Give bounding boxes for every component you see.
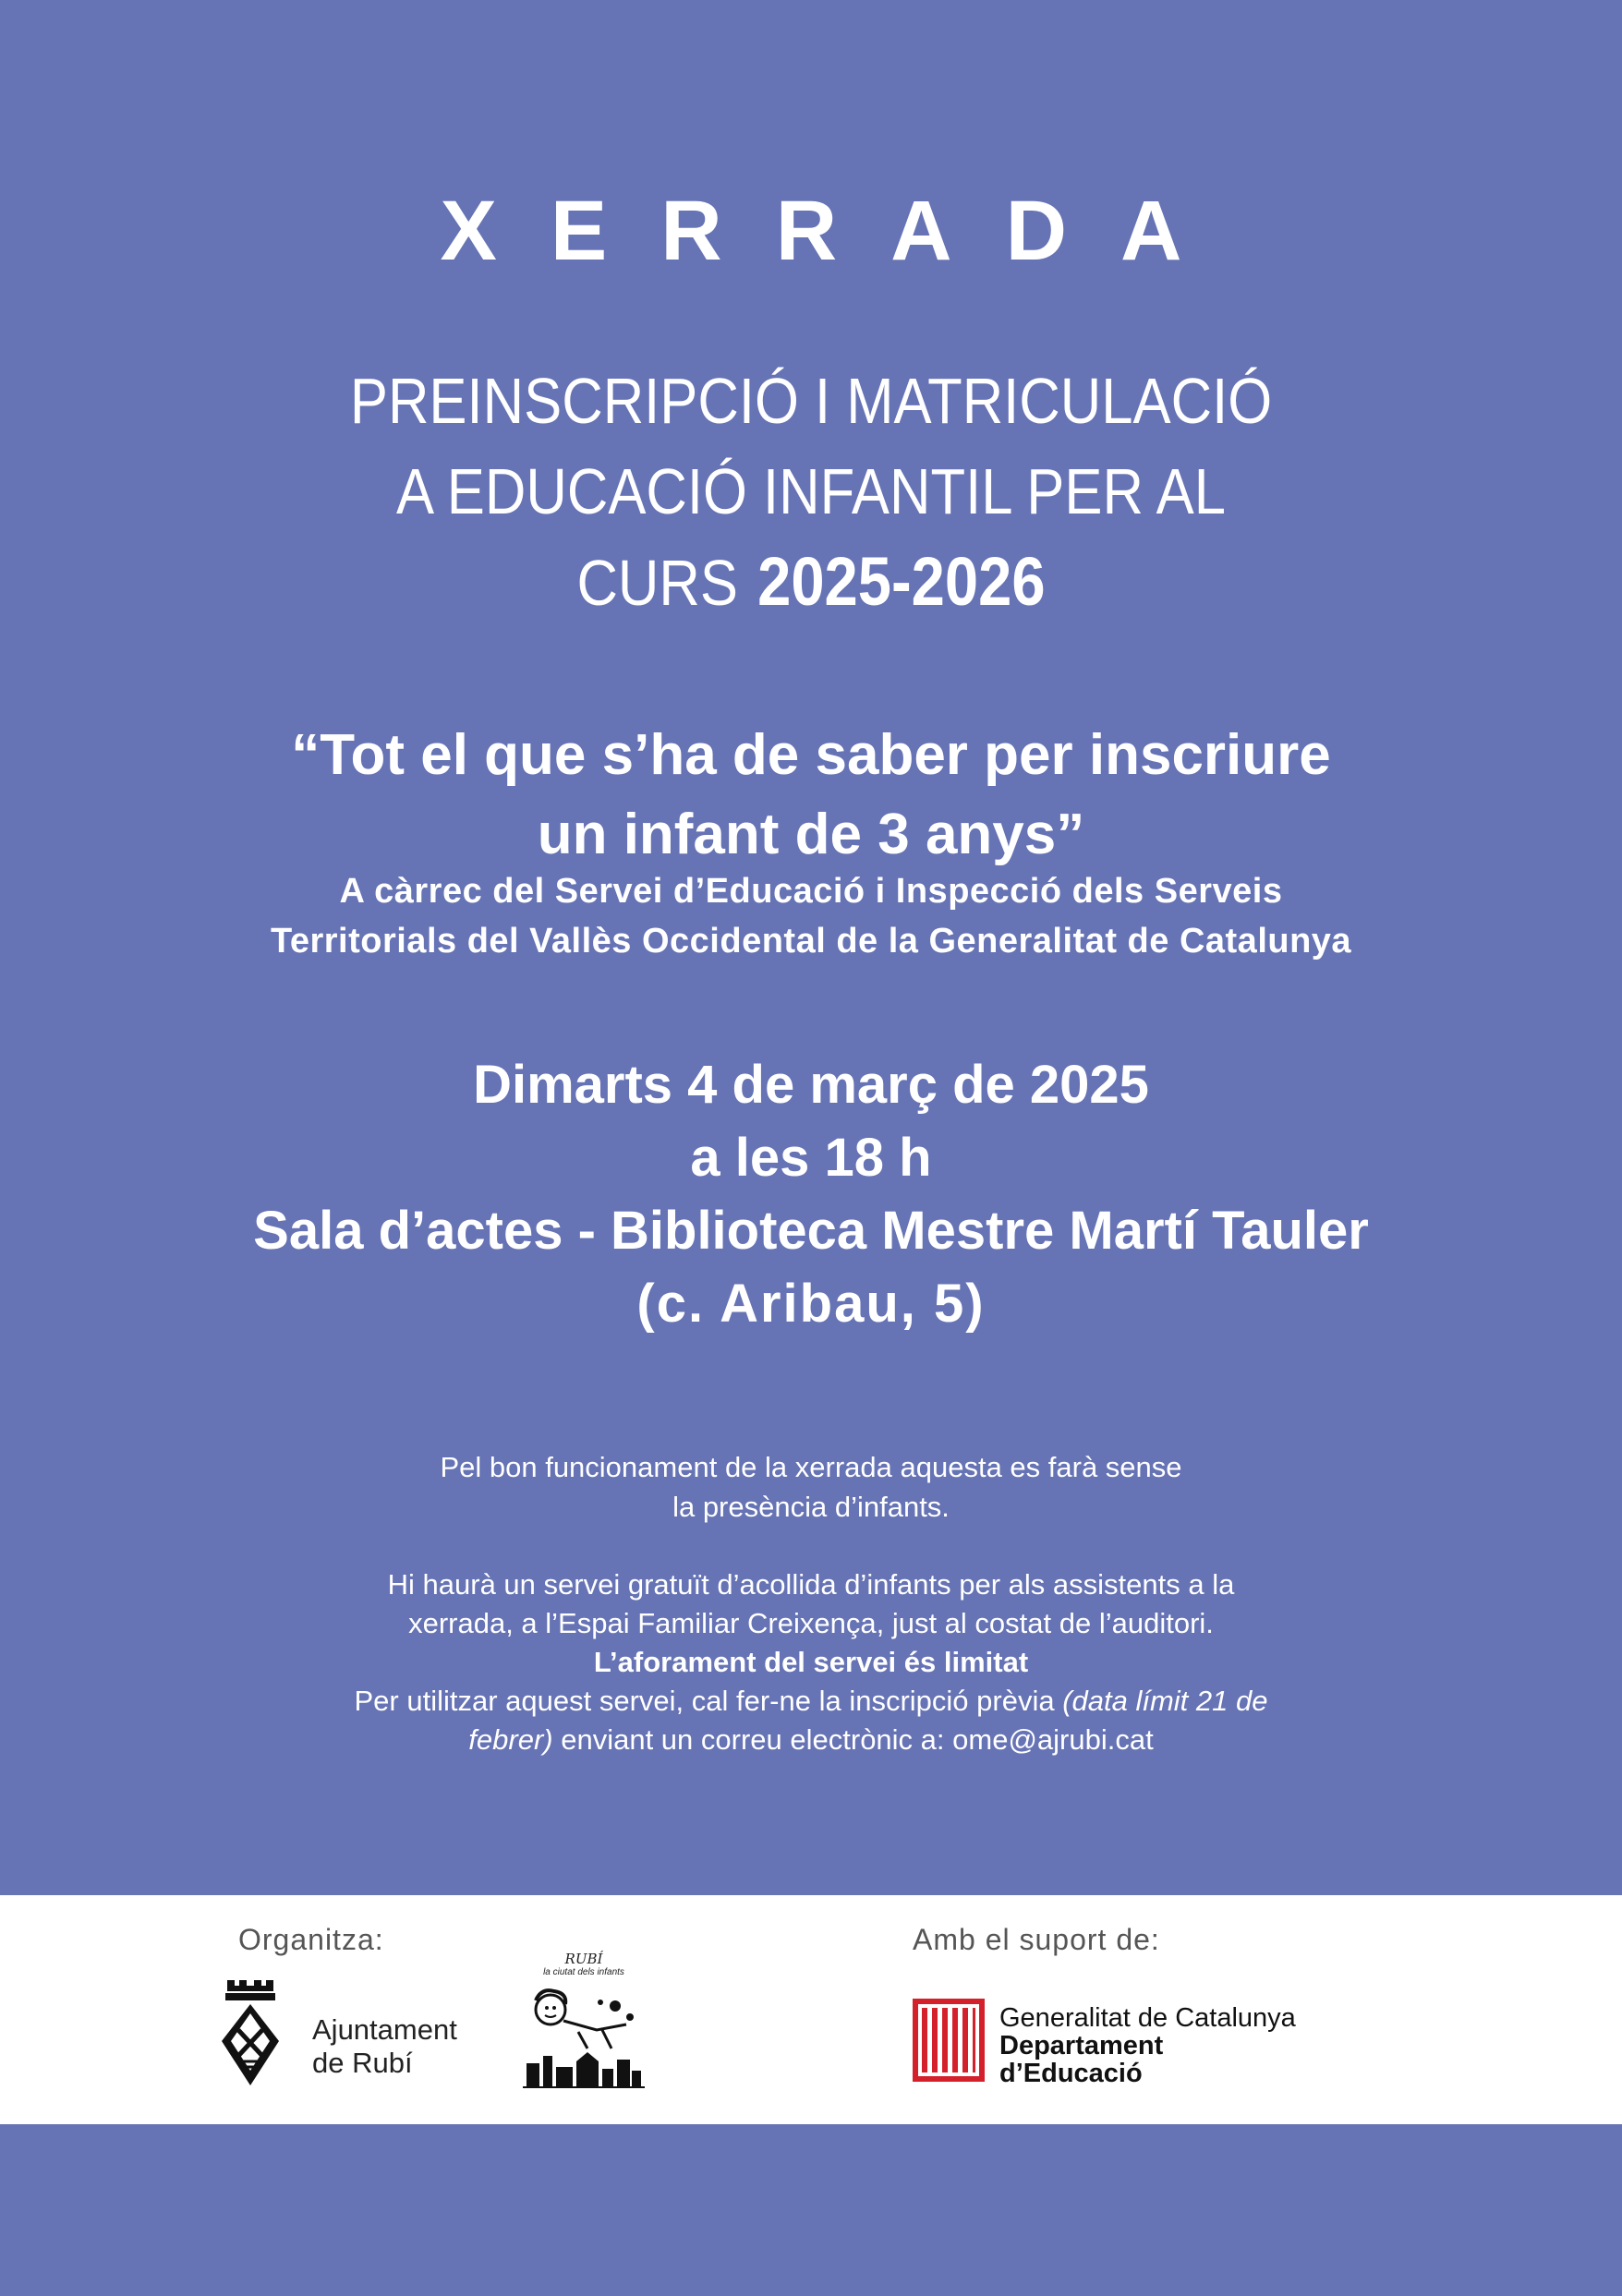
ajuntament-rubi-logo bbox=[220, 1980, 478, 2100]
service-deadline-part-1: (data límit 21 de bbox=[1062, 1685, 1268, 1717]
ciutat-dels-infants-icon bbox=[523, 1984, 645, 2089]
subtitle-year: 2025-2026 bbox=[757, 543, 1046, 620]
organitza-label: Organitza: bbox=[238, 1923, 384, 1956]
notice-line-1: Pel bon funcionament de la xerrada aquesta es farà sense bbox=[440, 1451, 1182, 1483]
generalitat-logo bbox=[913, 1999, 1338, 2091]
poster-heading: XERRADA bbox=[440, 184, 1236, 278]
service-deadline-part-2: febrer) bbox=[468, 1723, 553, 1756]
service-limited: L’aforament del servei és limitat bbox=[593, 1646, 1029, 1678]
service-line-4-text: Per utilitzar aquest servei, cal fer-ne la inscripció prèvia bbox=[354, 1685, 1055, 1717]
bottom-color-strip bbox=[0, 2124, 1622, 2296]
event-place: Sala d’actes - Biblioteca Mestre Martí Tauler bbox=[253, 1201, 1369, 1261]
rubi-crest-icon bbox=[220, 1980, 281, 2087]
speaker-byline bbox=[0, 866, 1622, 966]
service-line-5 bbox=[0, 1721, 1622, 1759]
event-details bbox=[0, 1048, 1622, 1340]
subtitle-curs: CURS bbox=[576, 547, 739, 619]
service-email-text: enviant un correu electrònic a: ome@ajrubi.cat bbox=[561, 1723, 1154, 1756]
ciutat-title: RUBÍ bbox=[564, 1951, 603, 1967]
byline-line-1: A càrrec del Servei d’Educació i Inspecció dels Serveis bbox=[339, 872, 1283, 911]
children-notice bbox=[0, 1447, 1622, 1527]
subtitle-line-2: A EDUCACIÓ INFANTIL PER AL bbox=[395, 455, 1227, 527]
suport-label: Amb el suport de: bbox=[913, 1923, 1160, 1956]
childcare-service-info bbox=[0, 1565, 1622, 1759]
talk-title-quote bbox=[0, 716, 1622, 875]
generalitat-logo-text bbox=[999, 2004, 1296, 2087]
subtitle-line-1: PREINSCRIPCIÓ I MATRICULACIÓ bbox=[349, 365, 1273, 437]
poster-subtitle bbox=[97, 356, 1524, 628]
quote-line-1: “Tot el que s’ha de saber per inscriure bbox=[291, 723, 1331, 787]
service-line-2: xerrada, a l’Espai Familiar Creixença, just al costat de l’auditori. bbox=[408, 1607, 1214, 1639]
generalitat-line-3: d’Educació bbox=[999, 2059, 1143, 2088]
event-time: a les 18 h bbox=[690, 1128, 932, 1188]
generalitat-line-2: Departament bbox=[999, 2031, 1164, 2060]
event-date: Dimarts 4 de març de 2025 bbox=[473, 1055, 1149, 1115]
rubi-line-1: Ajuntament bbox=[312, 2013, 457, 2046]
generalitat-line-1: Generalitat de Catalunya bbox=[999, 2003, 1296, 2033]
subtitle-line-3 bbox=[97, 537, 1524, 628]
notice-line-2: la presència d’infants. bbox=[672, 1491, 950, 1523]
ciutat-dels-infants-logo bbox=[519, 1951, 648, 2089]
rubi-line-2: de Rubí bbox=[312, 2047, 413, 2079]
service-line-1: Hi haurà un servei gratuït d’acollida d’infants per als assistents a la bbox=[387, 1568, 1235, 1601]
sponsor-footer bbox=[0, 1895, 1622, 2124]
service-line-4 bbox=[0, 1682, 1622, 1721]
quote-line-2: un infant de 3 anys” bbox=[537, 803, 1085, 866]
event-address: (c. Aribau, 5) bbox=[636, 1274, 986, 1334]
byline-line-2: Territorials del Vallès Occidental de la Generalitat de Catalunya bbox=[270, 922, 1352, 961]
ciutat-subtitle: la ciutat dels infants bbox=[543, 1967, 624, 1977]
generalitat-emblem-icon bbox=[913, 1999, 985, 2082]
rubi-logo-text bbox=[312, 2013, 457, 2080]
